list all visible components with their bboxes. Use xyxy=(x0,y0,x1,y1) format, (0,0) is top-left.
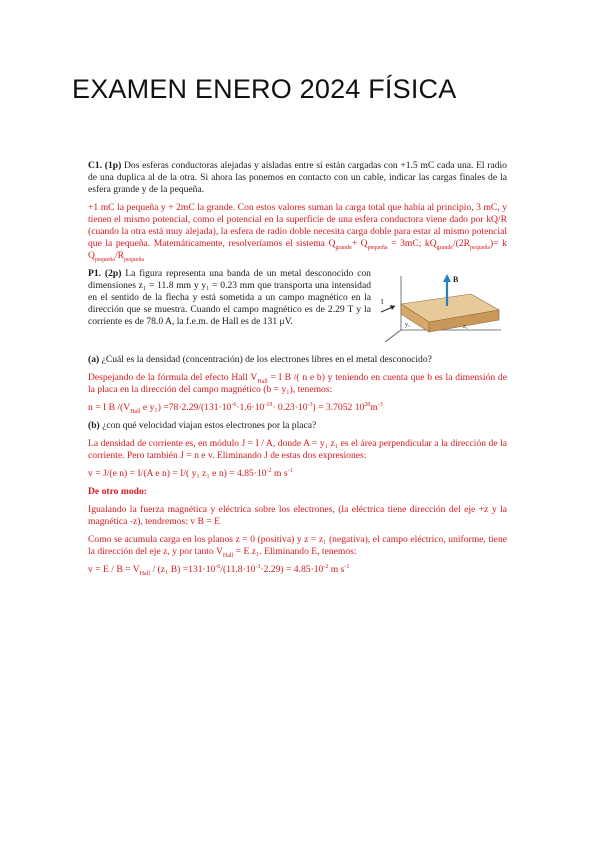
page-title: EXAMEN ENERO 2024 FÍSICA xyxy=(72,74,457,104)
field-label: B xyxy=(453,275,459,284)
p1-formula-b: v = J/(e n) = I/(A e n) = I/( y₁ z₁ e $n) = 4.85\cdot 10^{-2}$ m $s^{-1}$ xyxy=(88,467,293,479)
p1-answer-b: La densidad de corriente es, en módulo J = I / A, donde A = y₁ z₁ es el área perpendicular a la dirección de la corriente. Pero también J = n e v. Eliminando J de estas dos expresiones: xyxy=(88,438,507,461)
hall-effect-figure xyxy=(379,268,507,346)
y-label: y₁ xyxy=(405,322,411,328)
p1-question-a: (a) ¿Cuál es la densidad (concentración) de los electrones libres en el metal desconocido? xyxy=(88,354,432,365)
p1-answer-a: Despejando de la fórmula del efecto Hall $V_{Hall} = I$ B /( n e b) y teniendo en cuenta que b es la dimensión de la placa en la dirección del campo magnético (b = y₁), tenemos: xyxy=(88,372,507,395)
current-label: I xyxy=(381,298,384,306)
metal-strip-diagram xyxy=(379,268,507,346)
p1-statement: P1. (2p) La figura representa una banda de un metal desconocido con dimensiones z₁ = 11.8 mm y y₁ = 0.23 mm que transporta una intensidad en el sentido de la flecha y está sometida a un campo magnético en la dirección que se muestra. Cuando el campo magnético es de 2.29 T y la corriente es de 78.0 A, la f.e.m. de Hall es de 131 μV. xyxy=(88,268,371,327)
field-arrowhead xyxy=(443,274,451,282)
p1-label: P1. (2p) xyxy=(88,268,122,279)
other-way-text: Igualando la fuerza magnética y eléctrica sobre los electrones, (la eléctrica tiene dirección del eje +z y la magnética -z), tendremos: v B = E xyxy=(88,504,507,527)
c1-label: C1. (1p) xyxy=(88,160,122,171)
p1-block xyxy=(88,268,507,348)
other-way-formula: $v = E / B = V_{Hall} / (z_1$ $B) =131\cdot 10^{-6}/(11.8\cdot 10^{-3}\cdot 2.29) = 4.85\cdot 10^{-2}$ m $s^{-1}$ xyxy=(88,563,350,577)
p1-formula-a: n = I B $/(V_{Hall}$ e $y_1) =78\cdot 2.29/(131\cdot 10^{-6}\cdot 1.6\cdot 10^{-19}\cdot 0.23\cdot 10^{-3}) = 3.7052$ $10^{28}m^{-3}$ xyxy=(88,401,383,415)
z-label: z₁ xyxy=(463,324,468,330)
c1-question: C1. (1p) Dos esferas conductoras alejadas y aisladas entre sí están cargadas con +1.5 mC cada una. El radio de una duplica al de la otra. Si ahora las ponemos en contacto con un cable, indicar las cargas finales de la esfera grande y de la pequeña. xyxy=(88,160,507,195)
exam-content xyxy=(88,160,507,582)
other-way-label: De otro modo: xyxy=(88,486,147,497)
c1-answer: +1 mC la pequeña y + 2mC la grande. Con estos valores suman la carga total que había al principio, 3 mC, y tienen el mismo potencial, como el potencial en la superficie de una esfera conductora viene dado por kQ/R (cuando la otra está muy alejada), la esfera de radio doble necesita carga doble para estar al mismo potencial que la pequeña. Matemáticamente, resolveríamos el sistema $Q_{grande}+ Q_{pequeña} = 3mC$; $kQ_{grande}/(2R_{pequeña})= k$ $Q_{pequeña}/R_{pequeña}$ xyxy=(88,202,507,263)
p1-question-b: (b) ¿con qué velocidad viajan estos electrones por la placa? xyxy=(88,420,317,431)
other-way-text-2: Como se acumula carga en los planos z = 0 (positiva) y z = z₁ (negativa), el campo eléctrico, uniforme, tiene la dirección del eje z, y por tanto $V_{Hall} = E$ z₁. Eliminando E, tenemos: xyxy=(88,534,507,559)
